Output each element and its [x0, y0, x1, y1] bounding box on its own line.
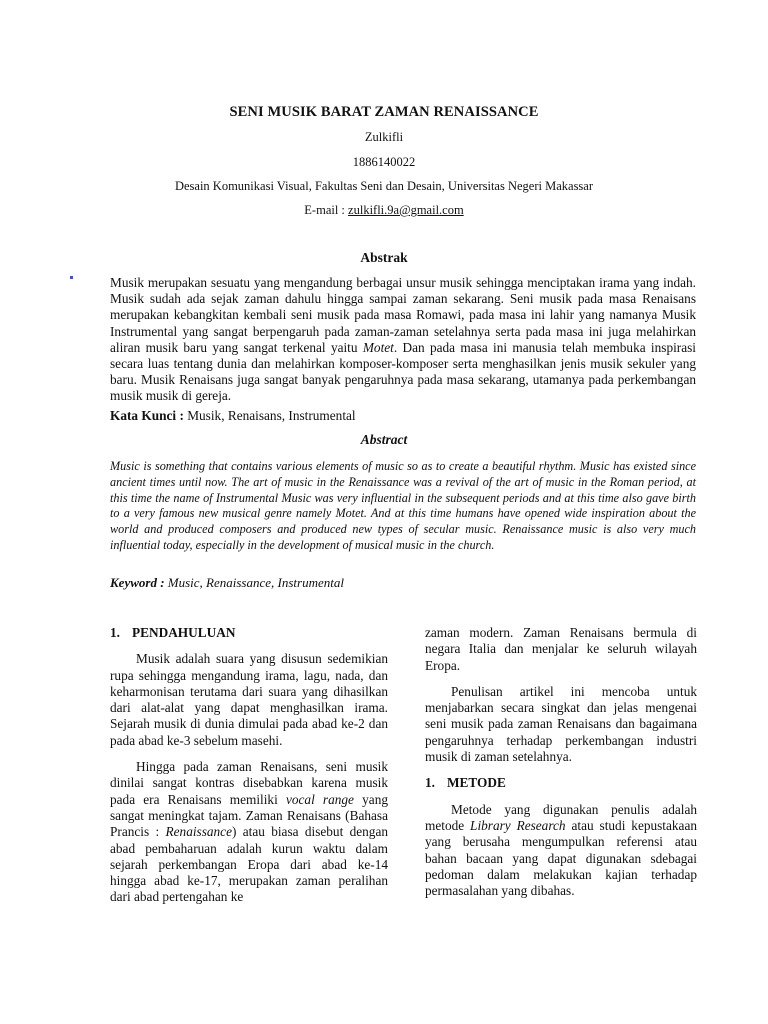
kata-kunci-label: Kata Kunci :	[110, 408, 184, 423]
section-number: 1.	[110, 625, 120, 640]
left-column	[110, 625, 388, 916]
abstrak-heading: Abstrak	[360, 250, 408, 265]
keyword-values: Music, Renaissance, Instrumental	[167, 575, 344, 590]
abstrak-text-1: Musik merupakan sesuatu yang mengandung berbagai unsur musik sehingga menciptakan irama yang indah. Musik sudah ada sejak zaman dahulu hingga sampai zaman sekarang. Seni musik pada masa Renaisans merupakan kebangkitan kembali seni musik pada masa Romawi, pada masa ini lahir yang namanya Musik Instrumental yang sangat berpengaruh pada zaman-zaman setelahnya serta pada masa ini juga melahirkan aliran musik baru yang sangat terkenal yaitu	[110, 275, 696, 355]
author-name: Zulkifli	[364, 130, 404, 144]
kata-kunci	[110, 408, 356, 424]
abstrak-text-2: . Dan pada masa ini manusia telah membuka inspirasi secara luas tentang dunia dan melahirkan komposer-komposer serta menghasilkan jenis musik sekuler yang baru. Musik Renaisans juga sangat banyak pengaruhnya pada masa sekarang, utamanya pada perkembangan musik musik di gereja.	[110, 339, 696, 404]
email-line	[0, 203, 768, 218]
metode-library-research: Library Research	[470, 817, 566, 833]
section-heading-pendahuluan	[110, 625, 388, 641]
affiliation: Desain Komunikasi Visual, Fakultas Seni dan Desain, Universitas Negeri Makassar	[174, 179, 594, 193]
email-label: E-mail :	[304, 203, 345, 217]
pendahuluan-paragraph-4: Penulisan artikel ini mencoba untuk menjabarkan secara singkat dan jelas mengenai seni musik pada zaman Renaisans dan bagaimana pengaruhnya terhadap perkembangan industri musik di zaman setelahnya.	[425, 683, 697, 765]
right-column	[425, 625, 697, 909]
cursor-marker	[70, 276, 73, 279]
keyword-line	[110, 575, 344, 591]
metode-paragraph-1	[425, 802, 697, 900]
abstrak-body	[110, 275, 696, 405]
kata-kunci-values: Musik, Renaisans, Instrumental	[187, 408, 356, 423]
section-title: METODE	[447, 775, 506, 791]
p2-text-c: ) atau biasa disebut dengan abad pembaharuan adalah kurun waktu dalam sejarah perkembangan Eropa dari abad ke-14 hingga abad ke-17, merupakan zaman peralihan dari abad pertengahan ke	[110, 824, 389, 905]
paper-title: SENI MUSIK BARAT ZAMAN RENAISSANCE	[229, 104, 539, 120]
student-id: 1886140022	[352, 155, 416, 169]
pendahuluan-paragraph-1: Musik adalah suara yang disusun sedemikian rupa sehingga mengandung irama, lagu, nada, dan keharmonisan terutama dari suara yang dihasilkan dari alat-alat yang dapat menghasilkan irama. Sejarah musik di dunia dimulai pada abad ke-2 dan pada abad ke-3 sebelum masehi.	[110, 651, 388, 748]
section-number: 1.	[425, 775, 435, 791]
metode-text-a: Metode yang digunakan penulis adalah metode	[425, 801, 697, 833]
pendahuluan-paragraph-3: zaman modern. Zaman Renaisans bermula di negara Italia dan menjalar ke seluruh wilayah Eropa.	[425, 625, 697, 673]
keyword-label: Keyword :	[110, 575, 165, 590]
section-title: PENDAHULUAN	[132, 625, 236, 640]
section-heading-metode	[425, 775, 697, 791]
p2-renaissance: Renaissance	[165, 824, 232, 840]
p2-vocal-range: vocal range	[285, 791, 354, 807]
email-link[interactable]: zulkifli.9a@gmail.com	[348, 203, 464, 217]
p2-text-b: yang sangat meningkat tajam. Zaman Renaisans (Bahasa Prancis :	[110, 791, 389, 840]
abstrak-motet: Motet	[362, 339, 394, 355]
abstract-heading: Abstract	[360, 432, 408, 447]
p2-text-a: Hingga pada zaman Renaisans, seni musik dinilai sangat kontras disebabkan karena musik pada era Renaisans memiliki	[110, 759, 388, 807]
metode-text-b: atau studi kepustakaan yang berusaha mengumpulkan referensi atau bahan bacaan yang dapat digunakan sdebagai pedoman dalam melakukan kajian terhadap permasalahan yang dibahas.	[425, 817, 698, 899]
abstract-body: Music is something that contains various elements of music so as to create a beautiful rhythm. Music has existed since ancient times until now. The art of music in the Renaissance was a revival of the art of music in the Roman period, at this time the name of Instrumental Music was very influential in the subsequent periods and at this time also gave birth to a very famous new musical genre namely Motet. And at this time humans have opened wide inspiration about the world and produced composers and produced new types of secular music. Renaissance music is also very much influential today, especially in the development of musical music in the church.	[110, 459, 696, 552]
pendahuluan-paragraph-2	[110, 759, 388, 906]
